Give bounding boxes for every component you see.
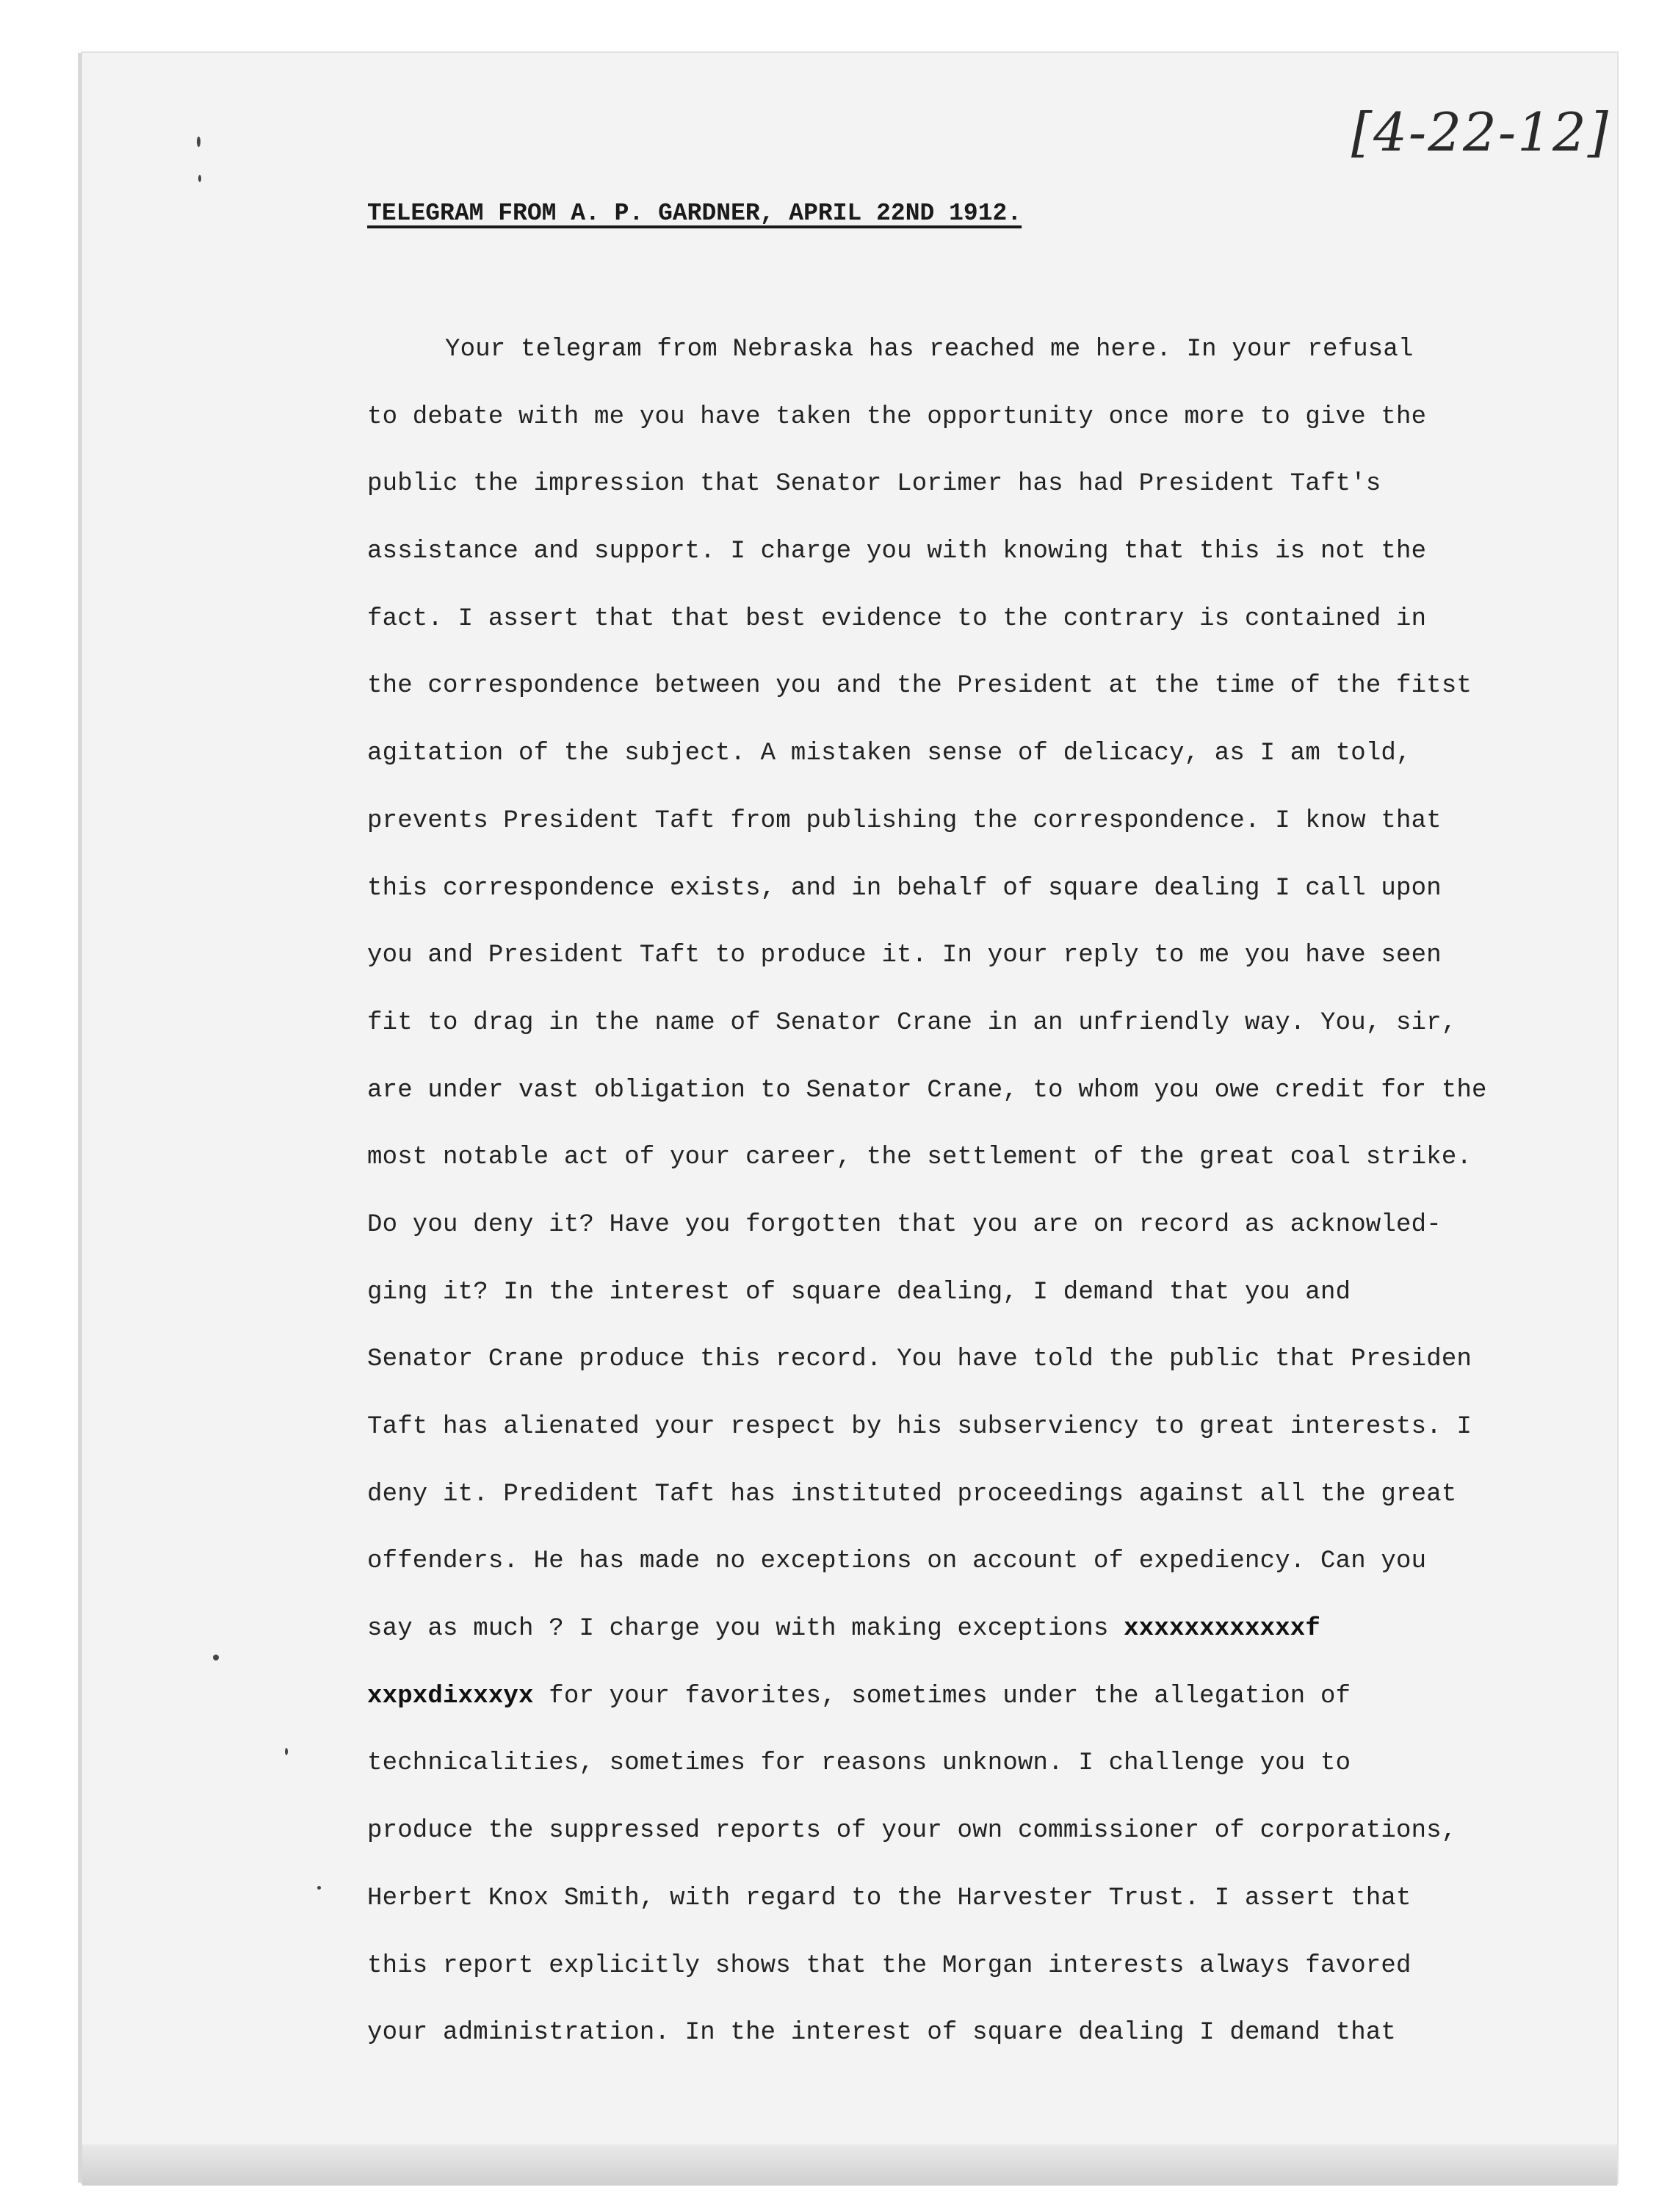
paper-speck	[213, 1655, 219, 1660]
text-line: prevents President Taft from publishing the correspondence. I know that	[367, 806, 1442, 835]
text-line: your administration. In the interest of square dealing I demand that	[367, 2019, 1397, 2047]
text-line: this correspondence exists, and in behalf of square dealing I call upon	[367, 874, 1442, 903]
paper-speck	[197, 137, 200, 147]
text-line: Taft has alienated your respect by his subserviency to great interests. I	[367, 1413, 1472, 1441]
struck-out-text: xxxxxxxxxxxxf	[1124, 1615, 1321, 1644]
paper-speck	[317, 1886, 321, 1890]
handwritten-date: [4-22-12]	[1351, 101, 1610, 163]
line-text: for your favorites, sometimes under the allegation of	[533, 1682, 1351, 1710]
text-line: the correspondence between you and the President at the time of the fitst	[367, 672, 1472, 701]
text-line: to debate with me you have taken the opportunity once more to give the	[367, 402, 1427, 431]
text-line: Your telegram from Nebraska has reached me here. In your refusal	[445, 336, 1414, 364]
text-line-with-strikeover	[367, 1674, 1557, 1742]
telegram-body	[367, 328, 1557, 2078]
text-line: Senator Crane produce this record. You have told the public that Presiden	[367, 1345, 1472, 1374]
text-line: agitation of the subject. A mistaken sense of delicacy, as I am told,	[367, 740, 1411, 768]
text-line: fit to drag in the name of Senator Crane in an unfriendly way. You, sir,	[367, 1008, 1457, 1037]
text-line-with-strikeover	[367, 1607, 1557, 1674]
text-line: most notable act of your career, the settlement of the great coal strike.	[367, 1143, 1472, 1172]
text-line: fact. I assert that that best evidence to the contrary is contained in	[367, 604, 1427, 633]
text-line: deny it. Predident Taft has instituted proceedings against all the great	[367, 1480, 1457, 1508]
text-line: offenders. He has made no exceptions on account of expediency. Can you	[367, 1547, 1427, 1576]
text-line: Herbert Knox Smith, with regard to the Harvester Trust. I assert that	[367, 1884, 1411, 1912]
text-line: you and President Taft to produce it. In your reply to me you have seen	[367, 941, 1442, 970]
text-line: assistance and support. I charge you with knowing that this is not the	[367, 538, 1427, 566]
document-title: TELEGRAM FROM A. P. GARDNER, APRIL 22ND 1912.	[367, 200, 1022, 227]
text-line: produce the suppressed reports of your own commissioner of corporations,	[367, 1817, 1457, 1846]
text-line: are under vast obligation to Senator Crane, to whom you owe credit for the	[367, 1076, 1487, 1105]
line-text: say as much ? I charge you with making exceptions	[367, 1615, 1124, 1644]
text-line: public the impression that Senator Lorimer has had President Taft's	[367, 470, 1381, 499]
struck-out-text: xxpxdixxxyx	[367, 1682, 534, 1710]
paper-speck	[285, 1748, 288, 1755]
paper-speck	[198, 175, 201, 182]
paper-bottom-edge	[82, 2144, 1617, 2186]
text-line: ging it? In the interest of square dealing, I demand that you and	[367, 1278, 1351, 1306]
text-line: technicalities, sometimes for reasons unknown. I challenge you to	[367, 1749, 1351, 1778]
text-line: this report explicitly shows that the Morgan interests always favored	[367, 1951, 1411, 1980]
text-line: Do you deny it? Have you forgotten that you are on record as acknowled-	[367, 1210, 1442, 1239]
